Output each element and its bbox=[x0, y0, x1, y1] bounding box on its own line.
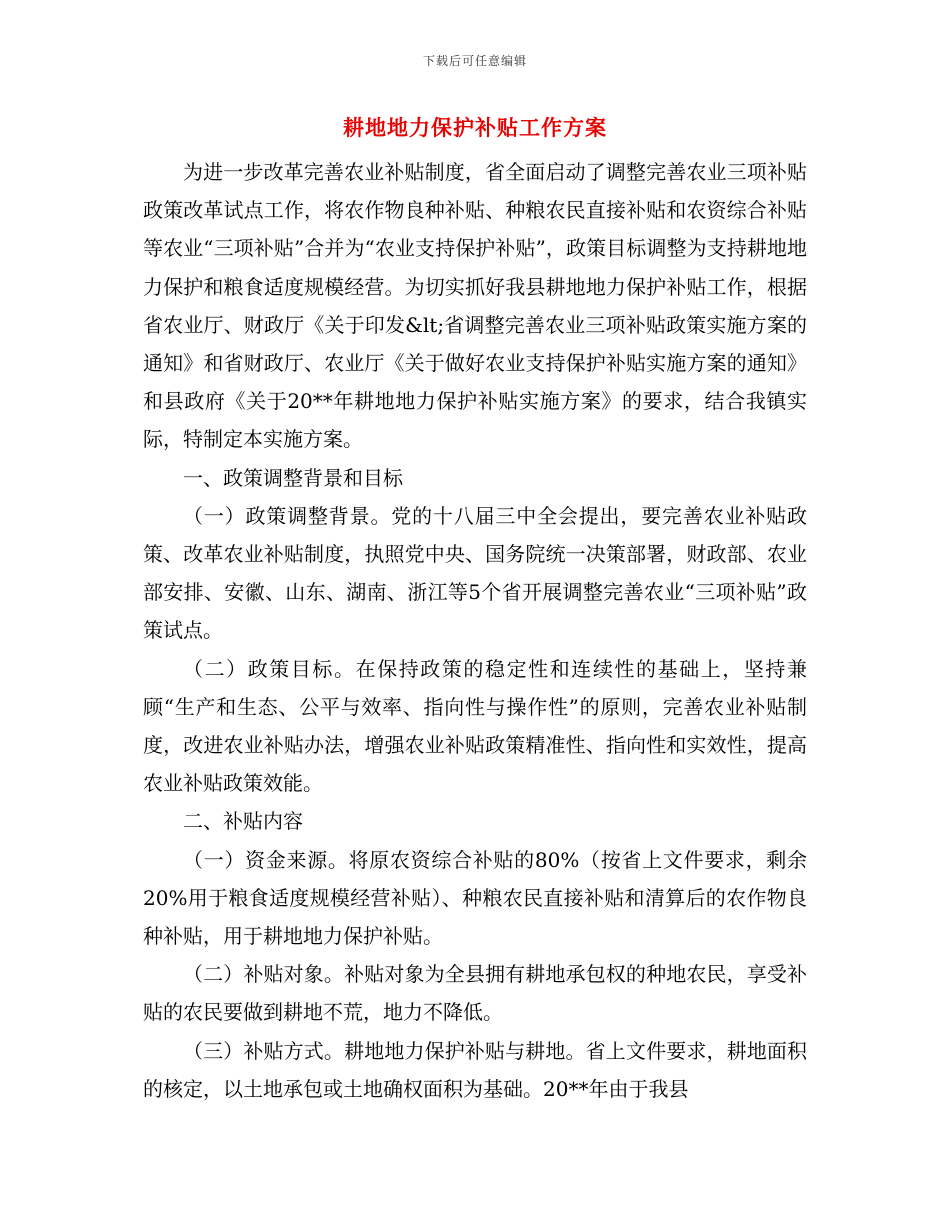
document-title: 耕地地力保护补贴工作方案 bbox=[343, 116, 607, 140]
paragraph-policy-background: （一）政策调整背景。党的十八届三中全会提出，要完善农业补贴政策、改革农业补贴制度，执照党中央、国务院统一决策部署，财政部、农业部安排、安徽、山东、湖南、浙江等5个省开展调整完善农业“三项补贴”政策试点。 bbox=[143, 503, 807, 643]
document-body bbox=[143, 153, 807, 1108]
section-heading-1: 一、政策调整背景和目标 bbox=[183, 465, 403, 490]
section-heading-2: 二、补贴内容 bbox=[183, 809, 303, 834]
paragraph-subsidy-target: （二）补贴对象。补贴对象为全县拥有耕地承包权的种地农民，享受补贴的农民要做到耕地不荒，地力不降低。 bbox=[143, 962, 807, 1025]
paragraph-policy-goal: （二）政策目标。在保持政策的稳定性和连续性的基础上，坚持兼顾“生产和生态、公平与效率、指向性与操作性”的原则，完善农业补贴制度，改进农业补贴办法，增强农业补贴政策精准性、指向性和实效性，提高农业补贴政策效能。 bbox=[143, 656, 807, 796]
paragraph-intro: 为进一步改革完善农业补贴制度，省全面启动了调整完善农业三项补贴政策改革试点工作，将农作物良种补贴、种粮农民直接补贴和农资综合补贴等农业“三项补贴”合并为“农业支持保护补贴”，政策目标调整为支持耕地地力保护和粮食适度规模经营。为切实抓好我县耕地地力保护补贴工作，根据省农业厅、财政厅《关于印发&lt;省调整完善农业三项补贴政策实施方案的通知》和省财政厅、农业厅《关于做好农业支持保护补贴实施方案的通知》和县政府《关于20**年耕地地力保护补贴实施方案》的要求，结合我镇实际，特制定本实施方案。 bbox=[143, 160, 807, 452]
header-note: 下载后可任意编辑 bbox=[422, 54, 527, 68]
paragraph-subsidy-method: （三）补贴方式。耕地地力保护补贴与耕地。省上文件要求，耕地面积的核定，以土地承包或土地确权面积为基础。20**年由于我县 bbox=[143, 1038, 807, 1101]
paragraph-fund-source: （一）资金来源。将原农资综合补贴的80%（按省上文件要求，剩余20%用于粮食适度规模经营补贴）、种粮农民直接补贴和清算后的农作物良种补贴，用于耕地地力保护补贴。 bbox=[143, 847, 807, 949]
